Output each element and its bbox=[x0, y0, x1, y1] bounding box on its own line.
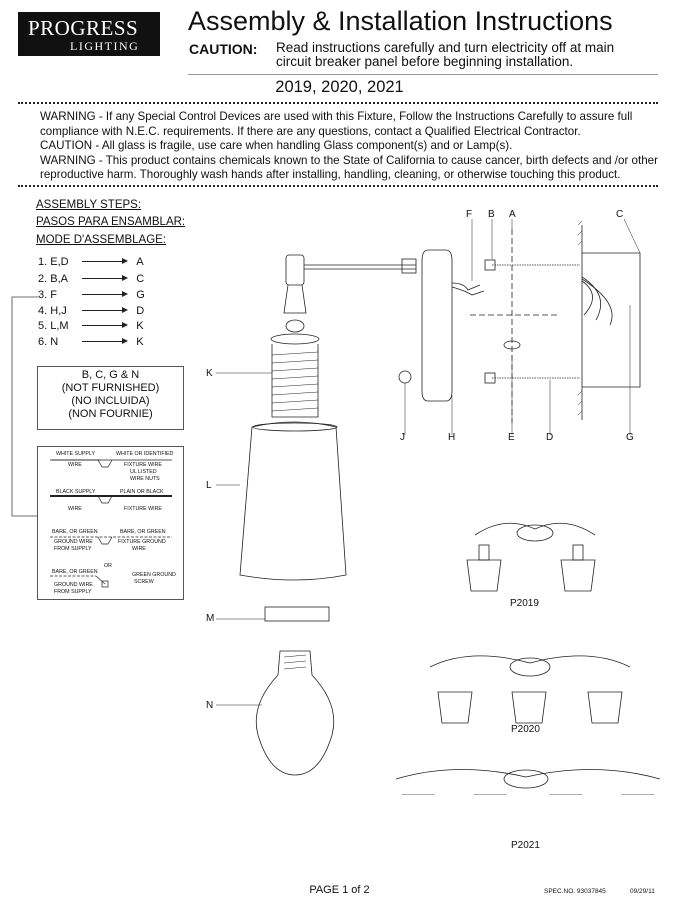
part-label-h: H bbox=[448, 432, 456, 443]
not-furnished-fr: (NON FOURNIE) bbox=[68, 408, 153, 420]
step-1: 1. E,D A bbox=[38, 256, 144, 268]
step-2: 2. B,A C bbox=[38, 273, 145, 285]
arrow-icon bbox=[82, 310, 126, 311]
wiring-diagram: WHITE SUPPLY WHITE OR IDENTIFIED WIRE FIXTURE WIRE UL LISTED WIRE NUTS BLACK SUPPLY PLAIN OR BLACK WIRE FIXTURE WIRE BARE, OR GREEN BARE, OR GREEN GROUND WIRE FROM SUPPLY FIXTURE GROUND WIRE OR BARE, OR GREEN GREEN GROUND SCREW GROUND WIRE FROM SUPPLY bbox=[37, 446, 184, 600]
part-label-l: L bbox=[206, 480, 212, 491]
logo-line2: LIGHTING bbox=[70, 39, 140, 53]
part-label-e: E bbox=[508, 432, 515, 443]
model-label-p2021: P2021 bbox=[511, 840, 540, 851]
step-4: 4. H,J D bbox=[38, 305, 145, 317]
model-numbers: 2019, 2020, 2021 bbox=[275, 78, 404, 96]
part-label-m: M bbox=[206, 613, 215, 624]
part-label-d: D bbox=[546, 432, 554, 443]
arrow-icon bbox=[82, 325, 126, 326]
part-label-f: F bbox=[466, 209, 473, 220]
step-5: 5. L,M K bbox=[38, 320, 144, 332]
assembly-title-fr: MODE D'ASSEMBLAGE: bbox=[36, 234, 167, 246]
warning-california: WARNING - This product contains chemicals known to the State of California to cause cancer, birth defects and /or other reproductive harm. Thoroughly wash hands after installing, handling, cleaning, or otherwise touching this product. bbox=[40, 153, 658, 182]
caution-glass: CAUTION - All glass is fragile, use care when handling Glass component(s) and or Lamp(s). bbox=[40, 139, 513, 153]
dotted-divider-top bbox=[18, 102, 658, 104]
page-title: Assembly & Installation Instructions bbox=[188, 6, 613, 36]
model-label-p2019: P2019 bbox=[510, 598, 539, 609]
step-3: 3. F G bbox=[38, 289, 145, 301]
part-label-n: N bbox=[206, 700, 214, 711]
arrow-icon bbox=[82, 294, 126, 295]
spec-number: SPEC.NO. 93037845 bbox=[544, 888, 606, 895]
not-furnished-en: (NOT FURNISHED) bbox=[61, 382, 160, 394]
step-6: 6. N K bbox=[38, 336, 144, 348]
part-label-b: B bbox=[488, 209, 495, 220]
step3-bracket bbox=[8, 292, 40, 522]
arrow-icon bbox=[82, 341, 126, 342]
arrow-icon bbox=[82, 261, 126, 262]
not-furnished-parts: B, C, G & N bbox=[81, 369, 140, 381]
caution-text: Read instructions carefully and turn electricity off at main circuit breaker panel before beginning installation. bbox=[276, 40, 615, 69]
warning-special-controls: WARNING - If any Special Control Devices are used with this Fixture, Follow the Instructions Carefully to assure full compliance with N.E.C. requirements. If there are any questions, contact a Qualified Electrical Contractor. bbox=[40, 110, 633, 138]
warnings-block bbox=[40, 110, 662, 183]
part-label-k: K bbox=[206, 368, 213, 379]
assembly-title-es: PASOS PARA ENSAMBLAR: bbox=[36, 216, 186, 228]
dotted-divider-bottom bbox=[18, 185, 658, 187]
not-furnished-es: (NO INCLUIDA) bbox=[71, 395, 150, 407]
not-furnished-box bbox=[37, 366, 184, 430]
arrow-icon bbox=[82, 278, 126, 279]
part-label-g: G bbox=[626, 432, 634, 443]
logo-line1: PROGRESS bbox=[28, 16, 139, 40]
assembly-title-en: ASSEMBLY STEPS: bbox=[36, 199, 142, 211]
caution-label: CAUTION: bbox=[189, 41, 258, 57]
part-label-c: C bbox=[616, 209, 624, 220]
header-divider bbox=[188, 74, 658, 75]
page-number: PAGE 1 of 2 bbox=[309, 884, 370, 896]
brand-logo bbox=[18, 12, 160, 56]
part-label-j: J bbox=[400, 432, 405, 443]
model-label-p2020: P2020 bbox=[511, 724, 540, 735]
part-label-a: A bbox=[509, 209, 516, 220]
exploded-diagram bbox=[200, 195, 670, 795]
document-date: 09/29/11 bbox=[630, 888, 655, 895]
